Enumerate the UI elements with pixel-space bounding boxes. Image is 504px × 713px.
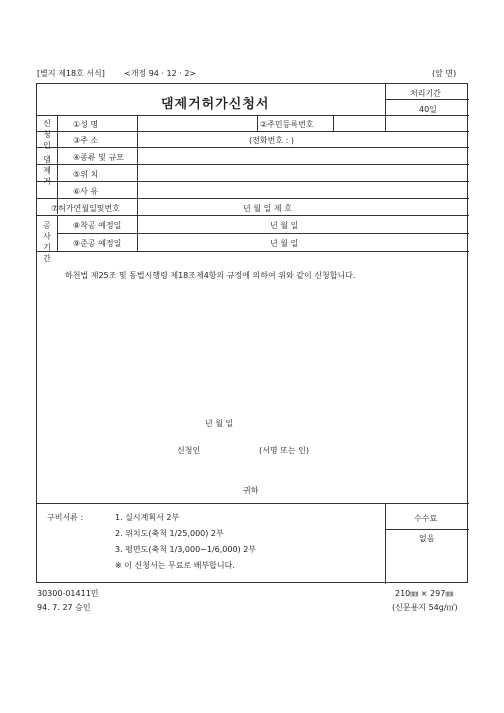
permit-label: ⑦허가연월일및번호 xyxy=(51,204,120,213)
processing-period-value: 40일 xyxy=(419,105,437,114)
approval-date: 94. 7. 27 승인 xyxy=(37,603,91,612)
dam-reason-label: ⑥사 유 xyxy=(73,187,99,196)
address-label: ③주 소 xyxy=(73,136,99,145)
dam-section-label: 댐제거 xyxy=(43,155,51,186)
document-item: 3. 평면도(축척 1/3,000∼1/6,000) 2부 xyxy=(115,545,257,554)
fee-label: 수수료 xyxy=(414,514,438,523)
signature-label: (서명 또는 인) xyxy=(259,446,309,455)
recipient-label: 귀하 xyxy=(243,486,259,495)
paper-size: 210㎜ × 297㎜ xyxy=(395,589,454,598)
form-code: 30300-01411민 xyxy=(37,589,99,598)
applicant-section-label: 신청인 xyxy=(43,119,51,150)
phone-label: (전화번호 : ) xyxy=(249,136,294,145)
start-date-label: ⑧착공 예정일 xyxy=(73,221,122,230)
dam-location-label: ⑤위 치 xyxy=(73,170,99,179)
application-form xyxy=(36,83,468,583)
start-date-value: 년 월 일 xyxy=(270,221,299,230)
paper-spec: (신문용지 54g/㎡) xyxy=(392,603,458,612)
completion-date-label: ⑨준공 예정일 xyxy=(73,239,122,248)
page-side-label: (앞 면) xyxy=(432,69,457,78)
document-item: 2. 위치도(축척 1/25,000) 2부 xyxy=(115,529,224,538)
distribution-note: ※ 이 신청서는 무료로 배부합니다. xyxy=(115,561,235,570)
permit-date-number: 년 월 일 제 호 xyxy=(243,204,292,213)
application-date: 년 월 일 xyxy=(205,419,234,428)
resident-number-label: ②주민등록번호 xyxy=(260,120,314,129)
application-statement: 하천법 제25조 및 동법시행령 제18조제4항의 규정에 의하여 위와 같이 신청합니다. xyxy=(65,271,356,280)
document-item: 1. 실시계획서 2부 xyxy=(115,513,180,522)
required-documents-label: 구비서류 : xyxy=(47,513,84,522)
fee-value: 없음 xyxy=(419,534,435,543)
form-number: [별지 제18호 서식] xyxy=(37,69,105,78)
revision-note: <개정 94 · 12 · 2> xyxy=(124,69,197,78)
name-label: ①성 명 xyxy=(73,120,99,129)
dam-type-label: ④종류 및 규모 xyxy=(73,153,124,162)
processing-period-label: 처리기간 xyxy=(410,89,441,98)
completion-date-value: 년 월 일 xyxy=(270,239,299,248)
construction-period-label: 공사기간 xyxy=(43,221,51,263)
form-title: 댐제거허가신청서 xyxy=(161,97,270,112)
signer-label: 신청인 xyxy=(177,446,201,455)
